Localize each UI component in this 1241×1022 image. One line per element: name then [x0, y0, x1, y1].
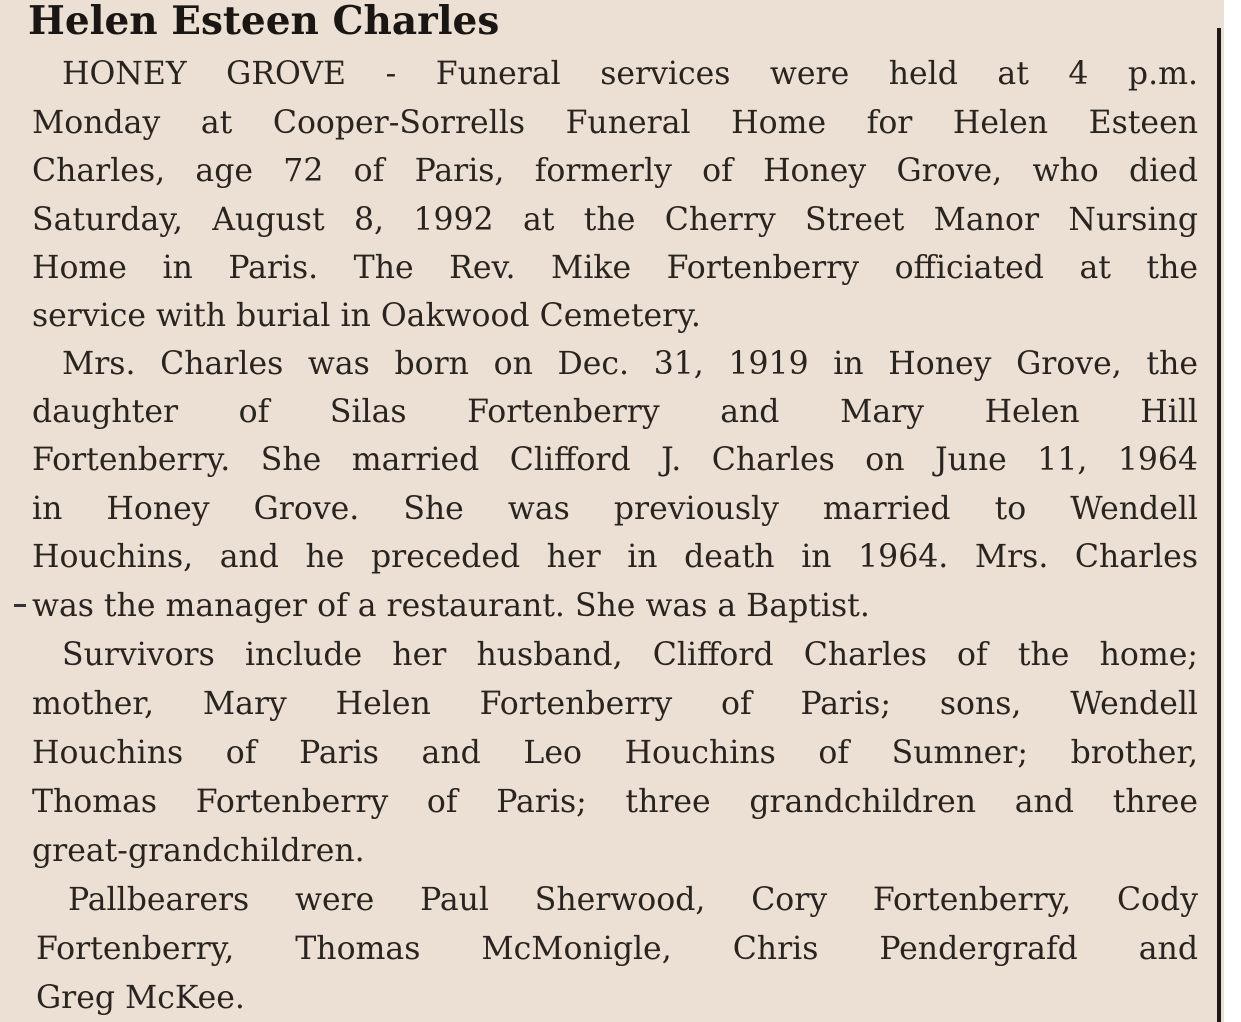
- margin-mark: [14, 604, 26, 607]
- article-line: service with burial in Oakwood Cemetery.: [32, 298, 701, 334]
- article-line: Greg McKee.: [36, 980, 245, 1016]
- article-line: Pallbearers were Paul Sherwood, Cory Fortenberry, Cody: [68, 882, 1198, 918]
- article-line: Monday at Cooper-Sorrells Funeral Home for Helen Esteen: [32, 105, 1198, 141]
- article-line: Fortenberry. She married Clifford J. Charles on June 11, 1964: [32, 442, 1198, 478]
- scan-edge: [1224, 0, 1241, 1022]
- article-line: mother, Mary Helen Fortenberry of Paris; sons, Wendell: [32, 686, 1198, 722]
- article-line: Fortenberry, Thomas McMonigle, Chris Pendergrafd and: [36, 931, 1198, 967]
- article-line: Survivors include her husband, Clifford Charles of the home;: [62, 637, 1198, 673]
- article-line: great-grandchildren.: [32, 833, 365, 869]
- column-rule: [1217, 28, 1221, 1022]
- article-line: Home in Paris. The Rev. Mike Fortenberry officiated at the: [32, 250, 1198, 286]
- article-line: Saturday, August 8, 1992 at the Cherry Street Manor Nursing: [32, 202, 1198, 238]
- article-line: in Honey Grove. She was previously married to Wendell: [32, 491, 1198, 527]
- article-line: Houchins of Paris and Leo Houchins of Sumner; brother,: [32, 735, 1198, 771]
- article-line: HONEY GROVE - Funeral services were held at 4 p.m.: [62, 56, 1198, 92]
- article-line: Charles, age 72 of Paris, formerly of Honey Grove, who died: [32, 153, 1198, 189]
- article-line: Houchins, and he preceded her in death in 1964. Mrs. Charles: [32, 539, 1198, 575]
- article-line: Mrs. Charles was born on Dec. 31, 1919 in Honey Grove, the: [62, 346, 1198, 382]
- article-line: Thomas Fortenberry of Paris; three grandchildren and three: [32, 784, 1198, 820]
- obituary-headline: Helen Esteen Charles: [28, 0, 500, 44]
- article-line: was the manager of a restaurant. She was a Baptist.: [32, 588, 870, 624]
- article-line: daughter of Silas Fortenberry and Mary Helen Hill: [32, 394, 1198, 430]
